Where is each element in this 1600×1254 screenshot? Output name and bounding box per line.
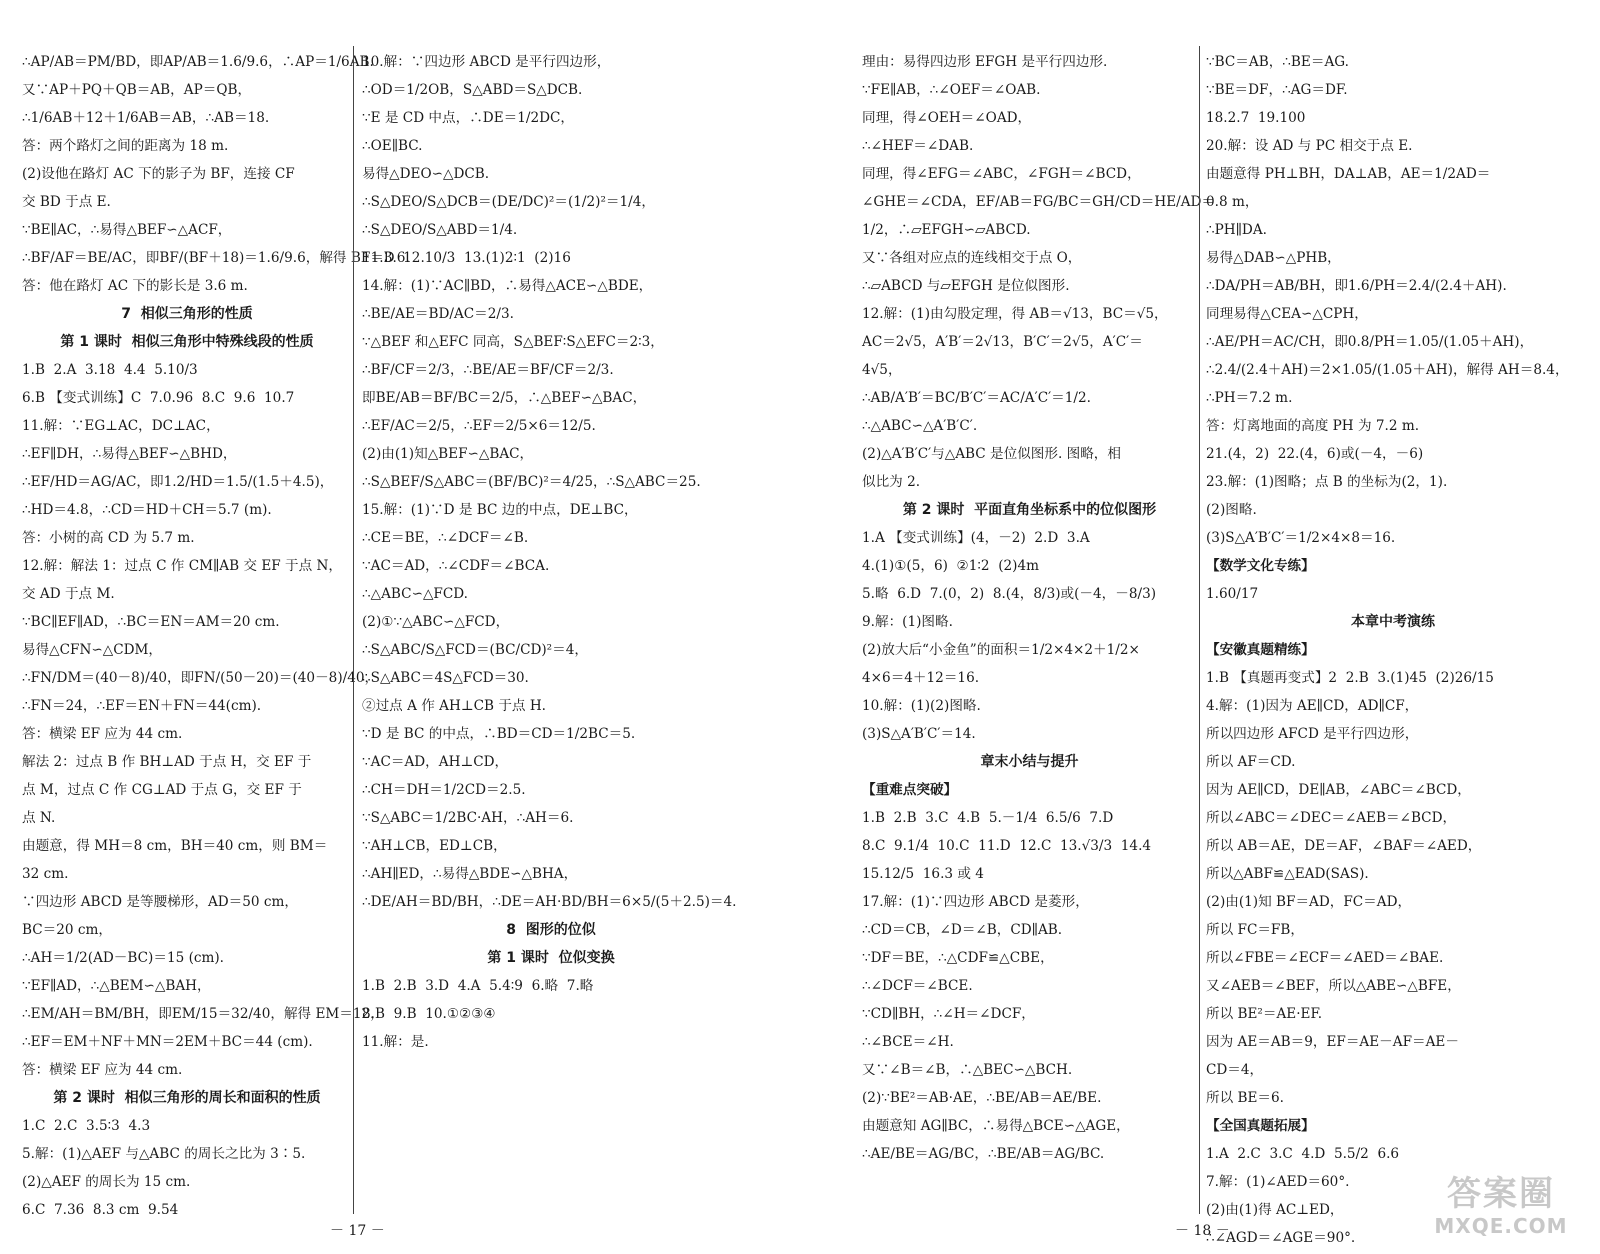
answer-line: (3)S△A′B′C′＝1/2×4×8＝16.: [1206, 530, 1396, 546]
answer-line: ∴AP/AB＝PM/BD，即AP/AB＝1.6/9.6，∴AP＝1/6AB.: [22, 54, 374, 70]
answer-line: 11.解：∵EG⊥AC，DC⊥AC，: [22, 418, 220, 434]
answer-line: 1.A 2.C 3.C 4.D 5.5/2 6.6: [1206, 1146, 1400, 1162]
answer-line: 因为 AE∥CD，DE∥AB，∠ABC＝∠BCD，: [1206, 782, 1471, 798]
answer-line: ②过点 A 作 AH⊥CB 于点 H.: [362, 698, 547, 714]
answer-line: 1.B 2.B 3.D 4.A 5.4∶9 6.略 7.略: [362, 978, 594, 994]
answer-line: 由题意得 PH⊥BH，DA⊥AB，AE＝1/2AD＝: [1206, 166, 1491, 182]
answer-line: 所以 AB＝AE，DE＝AF，∠BAF＝∠AED，: [1206, 838, 1482, 854]
answer-line: 交 BD 于点 E.: [22, 194, 111, 210]
answer-line: 所以△ABF≌△EAD(SAS).: [1206, 866, 1369, 882]
answer-line: ∴EF/HD＝AG/AC，即1.2/HD＝1.5/(1.5＋4.5)，: [22, 474, 334, 490]
answer-line: 理由：易得四边形 EFGH 是平行四边形.: [862, 54, 1108, 70]
answer-line: 1.60/17: [1206, 586, 1259, 602]
answer-line: 易得△DEO∽△DCB.: [362, 166, 490, 182]
answer-line: ∴FN/DM＝(40－8)/40，即FN/(50－20)＝(40－8)/40，: [22, 670, 379, 686]
answer-line: ∴S△DEO/S△ABD＝1/4.: [362, 222, 518, 238]
answer-line: (2)图略.: [1206, 502, 1257, 518]
answer-line: 答：灯离地面的高度 PH 为 7.2 m.: [1206, 418, 1420, 434]
answer-line: 同理，得∠EFG＝∠ABC，∠FGH＝∠BCD，: [862, 166, 1141, 182]
answer-line: 易得△DAB∽△PHB，: [1206, 250, 1341, 266]
answer-line: ∴FN＝24，∴EF＝EN＋FN＝44(cm).: [22, 698, 262, 714]
answer-line: ∵FE∥AB，∴∠OEF＝∠OAB.: [862, 82, 1041, 98]
answer-line: ∴S△DEO/S△DCB＝(DE/DC)²＝(1/2)²＝1/4，: [362, 194, 655, 210]
answer-line: ∴▱ABCD 与▱EFGH 是位似图形.: [862, 278, 1070, 294]
answer-line: ∵D 是 BC 的中点，∴BD＝CD＝1/2BC＝5.: [362, 726, 636, 742]
answer-line: 所以四边形 AFCD 是平行四边形，: [1206, 726, 1419, 742]
answer-line: 1.B 2.A 3.18 4.4 5.10/3: [22, 362, 198, 378]
page-number: － 17 －: [330, 1223, 385, 1239]
section-heading: 章末小结与提升: [980, 754, 1079, 770]
answer-line: ∴CH＝DH＝1/2CD＝2.5.: [362, 782, 526, 798]
answer-line: 0.8 m，: [1206, 194, 1259, 210]
answer-line: 所以∠ABC＝∠DEC＝∠AEB＝∠BCD，: [1206, 810, 1457, 826]
answer-line: ∴BF/CF＝2/3，∴BE/AE＝BF/CF＝2/3.: [362, 362, 614, 378]
answer-line: ∵四边形 ABCD 是等腰梯形，AD＝50 cm，: [22, 894, 298, 910]
answer-line: 所以∠FBE＝∠ECF＝∠AED＝∠BAE.: [1206, 950, 1444, 966]
answer-line: 同理，得∠OEH＝∠OAD，: [862, 110, 1032, 126]
answer-line: ∴EM/AH＝BM/BH，即EM/15＝32/40，解得 EM＝12，: [22, 1006, 384, 1022]
answer-line: ∵BC＝AB，∴BE＝AG.: [1206, 54, 1349, 70]
answer-line: ∴DA/PH＝AB/BH，即1.6/PH＝2.4/(2.4＋AH).: [1206, 278, 1507, 294]
answer-line: (2)设他在路灯 AC 下的影子为 BF，连接 CF: [22, 166, 295, 182]
answer-line: ∵E 是 CD 中点，∴DE＝1/2DC，: [362, 110, 574, 126]
answer-line: 6.C 7.36 8.3 cm 9.54: [22, 1202, 179, 1218]
section-heading: 第 2 课时 相似三角形的周长和面积的性质: [53, 1090, 321, 1106]
answer-line: ∴HD＝4.8，∴CD＝HD＋CH＝5.7 (m).: [22, 502, 272, 518]
answer-line: 8.B 9.B 10.①②③④: [362, 1006, 496, 1022]
answer-line: ∴AB/A′B′＝BC/B′C′＝AC/A′C′＝1/2.: [862, 390, 1091, 406]
answer-line: 又∠AEB＝∠BEF，所以△ABE∽△BFE，: [1206, 978, 1461, 994]
watermark-text: 答案圈: [1447, 1174, 1555, 1214]
answer-line: ∠GHE＝∠CDA，EF/AB＝FG/BC＝GH/CD＝HE/AD＝: [862, 194, 1216, 210]
answer-line: ∴S△ABC＝4S△FCD＝30.: [362, 670, 529, 686]
answer-line: 23.解：(1)图略；点 B 的坐标为(2，1).: [1206, 474, 1448, 490]
section-heading: 第 1 课时 相似三角形中特殊线段的性质: [60, 334, 314, 350]
answer-line: ∴AH＝1/2(AD－BC)＝15 (cm).: [22, 950, 224, 966]
answer-line: ∴∠DCF＝∠BCE.: [862, 978, 973, 994]
section-heading: 第 1 课时 位似变换: [487, 950, 615, 966]
answer-line: ∴DE/AH＝BD/BH，∴DE＝AH·BD/BH＝6×5/(5＋2.5)＝4.: [362, 894, 737, 910]
answer-line: 易得△CFN∽△CDM，: [22, 642, 163, 658]
column-divider: [353, 46, 354, 1214]
answer-line: ∴S△BEF/S△ABC＝(BF/BC)²＝4/25，∴S△ABC＝25.: [362, 474, 701, 490]
answer-line: ∴OD＝1/2OB，S△ABD＝S△DCB.: [362, 82, 583, 98]
answer-line: 答：两个路灯之间的距离为 18 m.: [22, 138, 229, 154]
answer-line: 11.D 12.10/3 13.(1)2∶1 (2)16: [362, 250, 571, 266]
answer-column-3: [862, 48, 1216, 1168]
answer-line: ∴EF∥DH，∴易得△BEF∽△BHD，: [22, 446, 237, 462]
answer-line: 所以 BE＝6.: [1206, 1090, 1284, 1106]
answer-line: 18.2.7 19.100: [1206, 110, 1306, 126]
answer-line: ∴OE∥BC.: [362, 138, 423, 154]
answer-line: 所以 BE²＝AE·EF.: [1206, 1006, 1323, 1022]
answer-line: 10.解：∵四边形 ABCD 是平行四边形，: [362, 54, 611, 70]
answer-line: 答：横梁 EF 应为 44 cm.: [22, 726, 183, 742]
answer-line: 答：横梁 EF 应为 44 cm.: [22, 1062, 183, 1078]
answer-line: ∴△ABC∽△FCD.: [362, 586, 468, 602]
page-18: [800, 0, 1600, 1254]
answer-line: ∴AH∥ED，∴易得△BDE∽△BHA，: [362, 866, 578, 882]
answer-line: ∵S△ABC＝1/2BC·AH，∴AH＝6.: [362, 810, 574, 826]
answer-line: ∵△BEF 和△EFC 同高，S△BEF∶S△EFC＝2∶3，: [362, 334, 664, 350]
answer-line: 17.解：(1)∵四边形 ABCD 是菱形，: [862, 894, 1089, 910]
answer-line: ∴CE＝BE，∴∠DCF＝∠B.: [362, 530, 529, 546]
answer-line: 12.解：(1)由勾股定理，得 AB＝√13，BC＝√5，: [862, 306, 1168, 322]
answer-line: (2)∵BE²＝AB·AE，∴BE/AB＝AE/BE.: [862, 1090, 1102, 1106]
answer-line: 20.解：设 AD 与 PC 相交于点 E.: [1206, 138, 1413, 154]
answer-line: 因为 AE＝AB＝9，EF＝AE－AF＝AE－: [1206, 1034, 1459, 1050]
answer-line: ∴△ABC∽△A′B′C′.: [862, 418, 978, 434]
answer-line: ∴PH＝7.2 m.: [1206, 390, 1293, 406]
answer-line: ∵CD∥BH，∴∠H＝∠DCF，: [862, 1006, 1035, 1022]
answer-line: (2)由(1)知△BEF∽△BAC，: [362, 446, 534, 462]
answer-line: (2)由(1)得 AC⊥ED，: [1206, 1202, 1344, 1218]
answer-line: 【安徽真题精练】: [1206, 642, 1315, 658]
answer-line: ∵AH⊥CB，ED⊥CB，: [362, 838, 507, 854]
answer-line: 又∵∠B＝∠B，∴△BEC∽△BCH.: [862, 1062, 1073, 1078]
answer-line: (2)△A′B′C′与△ABC 是位似图形. 图略，相: [862, 446, 1121, 462]
watermark-url: MXQE.COM: [1434, 1214, 1568, 1238]
answer-line: BC＝20 cm，: [22, 922, 112, 938]
answer-line: 21.(4，2) 22.(4，6)或(－4，－6): [1206, 446, 1424, 462]
answer-line: (2)△AEF 的周长为 15 cm.: [22, 1174, 191, 1190]
answer-line: ∵BE∥AC，∴易得△BEF∽△ACF，: [22, 222, 232, 238]
answer-line: 6.B 【变式训练】C 7.0.96 8.C 9.6 10.7: [22, 390, 295, 406]
answer-line: 似比为 2.: [862, 474, 921, 490]
watermark-logo: [1416, 1174, 1586, 1244]
answer-line: ∴S△ABC/S△FCD＝(BC/CD)²＝4，: [362, 642, 588, 658]
answer-line: 11.解：是.: [362, 1034, 429, 1050]
answer-line: 1.C 2.C 3.5∶3 4.3: [22, 1118, 151, 1134]
answer-line: ∵BC∥EF∥AD，∴BC＝EN＝AM＝20 cm.: [22, 614, 280, 630]
answer-line: ∴AE/BE＝AG/BC，∴BE/AB＝AG/BC.: [862, 1146, 1105, 1162]
answer-line: 又∵各组对应点的连线相交于点 O，: [862, 250, 1082, 266]
answer-line: (2)由(1)知 BF＝AD，FC＝AD，: [1206, 894, 1412, 910]
answer-line: (2)放大后“小金鱼”的面积＝1/2×4×2＋1/2×: [862, 642, 1140, 658]
answer-line: ∴CD＝CB，∠D＝∠B，CD∥AB.: [862, 922, 1063, 938]
answer-line: AC＝2√5，A′B′＝2√13，B′C′＝2√5，A′C′＝: [862, 334, 1143, 350]
answer-line: ∵DF＝BE，∴△CDF≌△CBE，: [862, 950, 1054, 966]
answer-line: 【重难点突破】: [862, 782, 958, 798]
answer-line: ∴BF/AF＝BE/AC，即BF/(BF＋18)＝1.6/9.6，解得 BF＝3.6.: [22, 250, 410, 266]
answer-line: ∴PH∥DA.: [1206, 222, 1267, 238]
answer-line: 10.解：(1)(2)图略.: [862, 698, 981, 714]
answer-line: 5.略 6.D 7.(0，2) 8.(4，8/3)或(－4，－8/3): [862, 586, 1157, 602]
answer-line: 32 cm.: [22, 866, 69, 882]
answer-line: ∴2.4/(2.4＋AH)＝2×1.05/(1.05＋AH)，解得 AH＝8.4，: [1206, 362, 1569, 378]
answer-line: 点 M，过点 C 作 CG⊥AD 于点 G，交 EF 于: [22, 782, 302, 798]
answer-line: ∴1/6AB＋12＋1/6AB＝AB，∴AB＝18.: [22, 110, 270, 126]
answer-line: 14.解：(1)∵AC∥BD，∴易得△ACE∽△BDE，: [362, 278, 653, 294]
answer-line: 所以 FC＝FB，: [1206, 922, 1304, 938]
answer-line: 8.C 9.1/4 10.C 11.D 12.C 13.√3/3 14.4: [862, 838, 1152, 854]
answer-line: 5.解：(1)△AEF 与△ABC 的周长之比为 3∶5.: [22, 1146, 306, 1162]
answer-line: 1/2，∴▱EFGH∽▱ABCD.: [862, 222, 1031, 238]
page-number: － 18 －: [1175, 1223, 1230, 1239]
answer-line: 1.A 【变式训练】(4，－2) 2.D 3.A: [862, 530, 1090, 546]
answer-line: (3)S△A′B′C′＝14.: [862, 726, 976, 742]
answer-line: ∴EF＝EM＋NF＋MN＝2EM＋BC＝44 (cm).: [22, 1034, 313, 1050]
answer-line: 即BE/AB＝BF/BC＝2/5，∴△BEF∽△BAC，: [362, 390, 647, 406]
answer-line: ∴∠BCE＝∠H.: [862, 1034, 954, 1050]
answer-line: 7.解：(1)∠AED＝60°.: [1206, 1174, 1350, 1190]
section-heading: 第 2 课时 平面直角坐标系中的位似图形: [902, 502, 1157, 518]
answer-line: 由题意知 AG∥BC，∴易得△BCE∽△AGE，: [862, 1118, 1130, 1134]
answer-line: 1.B 【真题再变式】2 2.B 3.(1)45 (2)26/15: [1206, 670, 1494, 686]
answer-line: (2)①∵△ABC∽△FCD，: [362, 614, 510, 630]
answer-line: 点 N.: [22, 810, 56, 826]
answer-line: 4.解：(1)因为 AE∥CD，AD∥CF，: [1206, 698, 1419, 714]
answer-line: 同理易得△CEA∽△CPH，: [1206, 306, 1368, 322]
answer-line: CD＝4，: [1206, 1062, 1264, 1078]
answer-line: ∵BE＝DF，∴AG＝DF.: [1206, 82, 1348, 98]
answer-line: ∴∠HEF＝∠DAB.: [862, 138, 974, 154]
answer-line: ∵EF∥AD，∴△BEM∽△BAH，: [22, 978, 211, 994]
answer-line: 解法 2：过点 B 作 BH⊥AD 于点 H，交 EF 于: [22, 754, 312, 770]
answer-line: 15.12/5 16.3 或 4: [862, 866, 984, 882]
answer-line: 所以 AF＝CD.: [1206, 754, 1296, 770]
answer-line: 答：小树的高 CD 为 5.7 m.: [22, 530, 195, 546]
answer-line: 4√5，: [862, 362, 902, 378]
answer-line: ∴BE/AE＝BD/AC＝2/3.: [362, 306, 514, 322]
answer-line: ∴EF/AC＝2/5，∴EF＝2/5×6＝12/5.: [362, 418, 596, 434]
answer-line: 4×6＝4＋12＝16.: [862, 670, 980, 686]
answer-line: 15.解：(1)∵D 是 BC 边的中点，DE⊥BC，: [362, 502, 638, 518]
answer-line: 由题意，得 MH＝8 cm，BH＝40 cm，则 BM＝: [22, 838, 328, 854]
section-heading: 8 图形的位似: [506, 922, 596, 938]
answer-line: 4.(1)①(5，6) ②1∶2 (2)4m: [862, 558, 1040, 574]
answer-line: 答：他在路灯 AC 下的影长是 3.6 m.: [22, 278, 248, 294]
answer-line: 又∵AP＋PQ＋QB＝AB，AP＝QB，: [22, 82, 252, 98]
section-heading: 7 相似三角形的性质: [121, 306, 253, 322]
answer-column-4: [1206, 48, 1580, 1252]
answer-line: 交 AD 于点 M.: [22, 586, 115, 602]
answer-line: 9.解：(1)图略.: [862, 614, 953, 630]
answer-line: ∴∠AGD＝∠AGE＝90°.: [1206, 1230, 1356, 1246]
answer-line: 【全国真题拓展】: [1206, 1118, 1315, 1134]
section-heading: 本章中考演练: [1351, 614, 1435, 630]
answer-line: 12.解：解法 1：过点 C 作 CM∥AB 交 EF 于点 N，: [22, 558, 343, 574]
answer-line: ∵AC＝AD，AH⊥CD，: [362, 754, 509, 770]
answer-column-2: [362, 48, 740, 1056]
answer-line: 1.B 2.B 3.C 4.B 5.－1/4 6.5/6 7.D: [862, 810, 1114, 826]
answer-line: 【数学文化专练】: [1206, 558, 1315, 574]
answer-line: ∵AC＝AD，∴∠CDF＝∠BCA.: [362, 558, 550, 574]
column-divider: [1199, 46, 1200, 1214]
answer-line: ∴AE/PH＝AC/CH，即0.8/PH＝1.05/(1.05＋AH)，: [1206, 334, 1534, 350]
